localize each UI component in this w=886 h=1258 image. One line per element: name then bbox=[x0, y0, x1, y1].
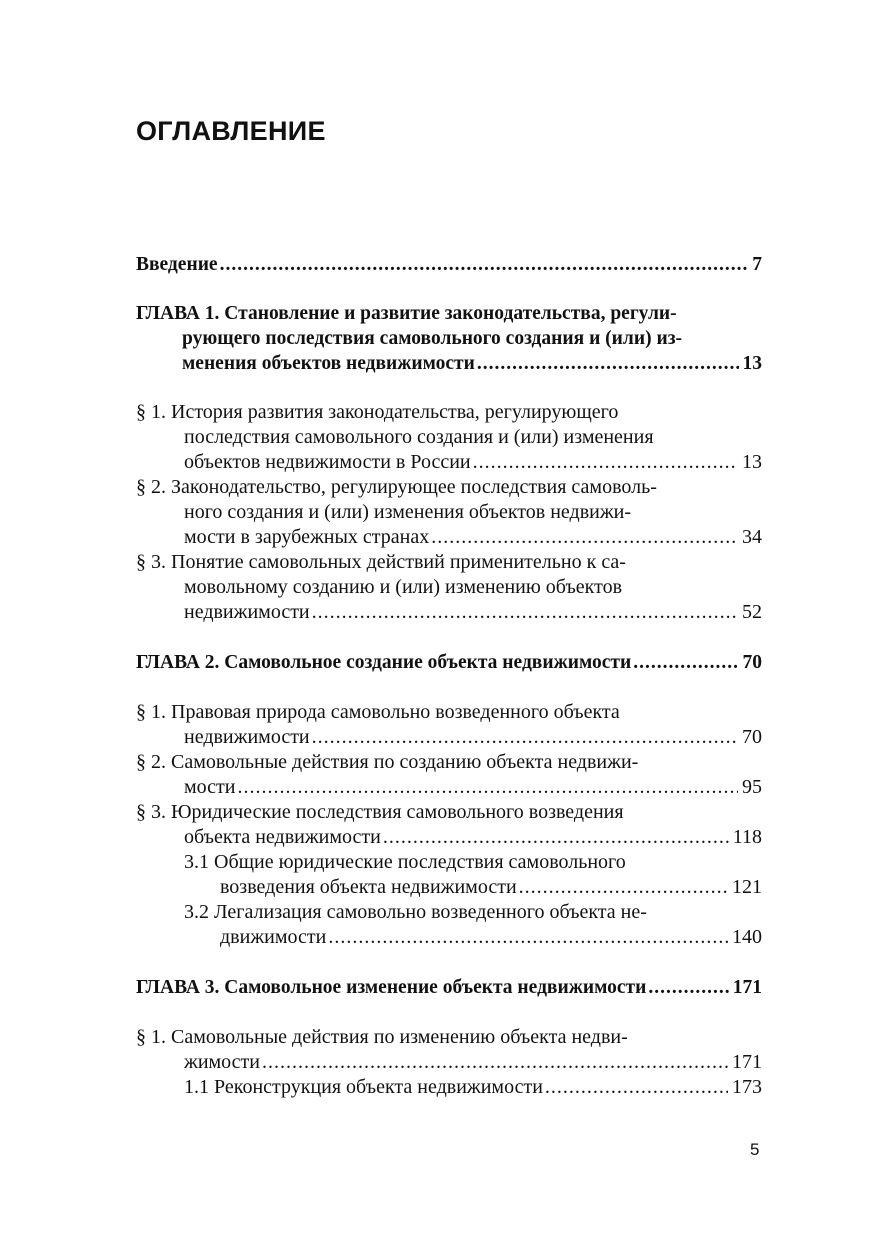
leader-dots bbox=[473, 449, 738, 475]
toc-line: § 1. Самовольные действия по изменению объекта недви- bbox=[136, 1026, 628, 1048]
toc-line: § 1. История развития законодательства, регулирующего bbox=[136, 401, 619, 423]
toc-line: § 2. Законодательство, регулирующее последствия самоволь- bbox=[136, 476, 657, 498]
toc-line: мовольному созданию и (или) изменению объектов bbox=[184, 576, 623, 598]
leader-dots bbox=[648, 975, 728, 1001]
toc-line bbox=[184, 1049, 762, 1075]
toc-line bbox=[184, 524, 762, 550]
toc-line: 3.1 Общие юридические последствия самовольного bbox=[184, 851, 626, 873]
leader-dots bbox=[328, 924, 728, 950]
toc-label: недвижимости bbox=[184, 601, 310, 623]
toc-page: 13 bbox=[742, 451, 762, 473]
page-title: ОГЛАВЛЕНИЕ bbox=[136, 116, 326, 146]
toc-line bbox=[220, 874, 762, 900]
toc-entry-introduction[interactable] bbox=[136, 252, 762, 278]
leader-dots bbox=[237, 774, 738, 800]
toc-line: рующего последствия самовольного создания и (или) из- bbox=[182, 328, 683, 349]
toc-page: 52 bbox=[742, 601, 762, 623]
toc-line bbox=[184, 774, 762, 800]
toc-page: 95 bbox=[742, 776, 762, 798]
toc-line bbox=[220, 924, 762, 950]
toc-line: § 3. Понятие самовольных действий применительно к са- bbox=[136, 551, 626, 573]
toc-line: последствия самовольного создания и (или) изменения bbox=[184, 426, 654, 448]
toc-page: 70 bbox=[742, 726, 762, 748]
toc-label: мости в зарубежных странах bbox=[184, 526, 430, 548]
toc-entry-chapter-2[interactable] bbox=[136, 650, 762, 676]
leader-dots bbox=[519, 874, 728, 900]
toc-page: 118 bbox=[732, 826, 762, 848]
toc-page: 121 bbox=[732, 876, 762, 898]
toc-page: 171 bbox=[732, 1051, 762, 1073]
toc-line bbox=[182, 351, 762, 377]
toc-label: Введение bbox=[136, 254, 218, 275]
toc-line: ГЛАВА 1. Становление и развитие законодательства, регули- bbox=[136, 303, 677, 324]
leader-dots bbox=[220, 252, 749, 278]
toc-page: 171 bbox=[732, 977, 762, 998]
leader-dots bbox=[545, 1074, 728, 1100]
leader-dots bbox=[431, 524, 738, 550]
leader-dots bbox=[262, 1049, 728, 1075]
toc-line: § 2. Самовольные действия по созданию объекта недвижи- bbox=[136, 751, 639, 773]
leader-dots bbox=[477, 351, 739, 377]
toc-line bbox=[184, 449, 762, 475]
leader-dots bbox=[312, 599, 738, 625]
page-number: 5 bbox=[750, 1140, 760, 1159]
toc-line: § 3. Юридические последствия самовольного возведения bbox=[136, 801, 624, 823]
toc-line: § 1. Правовая природа самовольно возведенного объекта bbox=[136, 701, 620, 723]
toc-page: 140 bbox=[732, 926, 762, 948]
toc-line bbox=[184, 824, 762, 850]
leader-dots bbox=[312, 724, 738, 750]
toc-label: 1.1 Реконструкция объекта недвижимости bbox=[184, 1076, 543, 1098]
toc-line bbox=[184, 724, 762, 750]
toc-label: мости bbox=[184, 776, 236, 798]
toc-entry-ch3-subsection-1-1[interactable] bbox=[184, 1074, 762, 1100]
toc-label: жимости bbox=[184, 1051, 260, 1073]
toc-label: объектов недвижимости в России bbox=[184, 451, 471, 473]
toc-page: 173 bbox=[732, 1076, 762, 1098]
toc-line: ного создания и (или) изменения объектов недвижи- bbox=[184, 501, 632, 523]
toc-page: 7 bbox=[752, 254, 762, 275]
toc-line: 3.2 Легализация самовольно возведенного объекта не- bbox=[184, 901, 647, 923]
toc-label: ГЛАВА 3. Самовольное изменение объекта недвижимости bbox=[136, 977, 647, 998]
toc-label: движимости bbox=[220, 926, 327, 948]
toc-line bbox=[184, 599, 762, 625]
toc-entry-chapter-3[interactable] bbox=[136, 975, 762, 1001]
toc-label: недвижимости bbox=[184, 726, 310, 748]
leader-dots bbox=[633, 650, 738, 676]
toc-page: 70 bbox=[742, 652, 762, 673]
toc-page: 13 bbox=[742, 353, 762, 374]
toc-label: менения объектов недвижимости bbox=[182, 353, 475, 374]
toc-label: объекта недвижимости bbox=[184, 826, 381, 848]
toc-label: возведения объекта недвижимости bbox=[220, 876, 517, 898]
toc-label: ГЛАВА 2. Самовольное создание объекта недвижимости bbox=[136, 652, 632, 673]
leader-dots bbox=[383, 824, 729, 850]
toc-page: 34 bbox=[742, 526, 762, 548]
